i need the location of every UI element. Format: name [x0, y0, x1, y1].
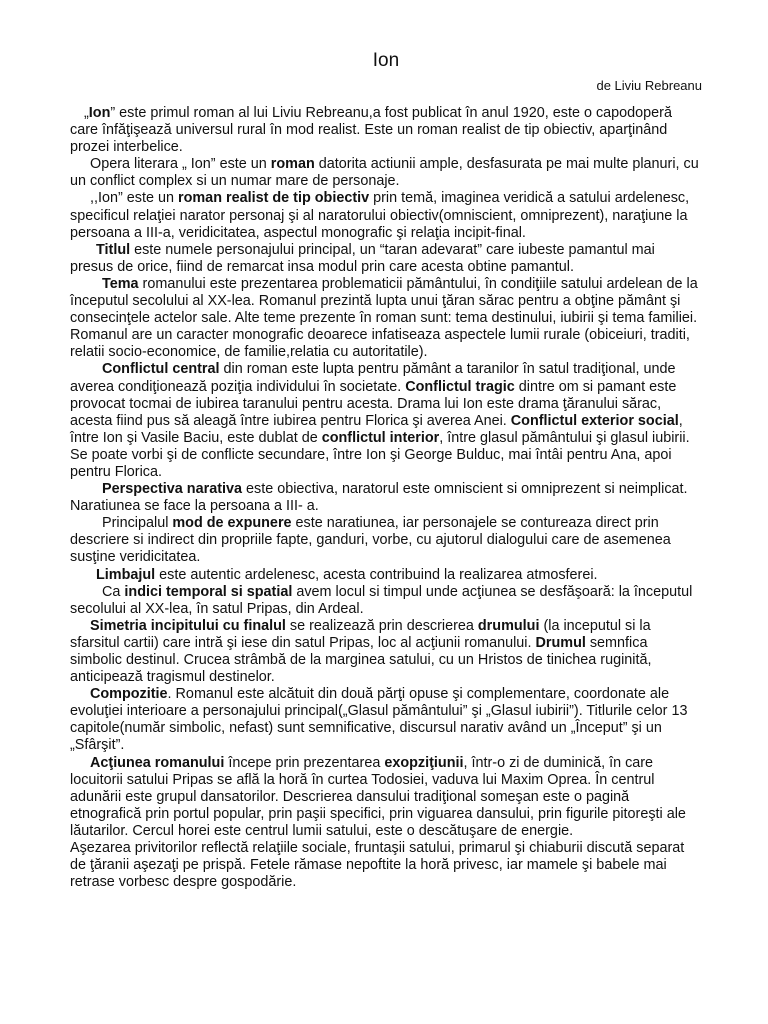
paragraph [70, 105, 702, 156]
bold-term: roman realist de tip obiectiv [178, 190, 370, 207]
paragraph [70, 584, 702, 618]
text-run: începe prin prezentarea [224, 754, 385, 771]
bold-term: Conflictul tragic [405, 378, 515, 395]
text-run: dintre om si pamant este provocat tocmai de iubirea taranului pentru acesta. Drama lui Ion este drama ţăranului sărac, acesta fiind pus să aleagă între iubirea pentru Florica şi averea Anei. [70, 378, 677, 429]
paragraph [70, 276, 702, 361]
text-run: este autentic ardelenesc, acesta contribuind la realizarea atmosferei. [155, 566, 598, 583]
paragraph [70, 361, 702, 481]
bold-term: indici temporal si spatial [124, 583, 293, 600]
paragraph [70, 481, 702, 515]
bold-term: drumului [477, 617, 540, 634]
text-run: romanului este prezentarea problematicii pământului, în condiţiile satului ardelean de la începutul secolului al XX-lea. Romanul prezintă lupta unui ţăran sărac pentru a obţine pământ şi consecinţele actelor sale. Alte teme prezente în roman sunt: tema destinului, iubirii şi tema familiei. Romanul are un caracter monografic deoarece infatiseaza aspectele lumii rurale (obiceiuri, traditi, relatii socio-economice, de familie,relatia cu autoritatile). [70, 275, 698, 361]
bold-term: Conflictul central [102, 361, 220, 378]
text-run: , între glasul pământului şi glasul iubirii. Se poate vorbi şi de conflicte secundare, între Ion şi George Bulduc, mai întâi pentru Ana, apoi pentru Florica. [70, 429, 690, 480]
text-run: , între Ion şi Vasile Baciu, este dublat de [70, 412, 683, 446]
text-run: , într-o zi de duminică, în care locuitorii satului Pripas se află la horă în curtea Todosiei, vaduva lui Maxim Oprea. În centrul adunării este grupul dansatorilor. Descrierea dansului tradiţional someşan este o pagină etnografică prin portul popular, prin paşii specifici, prin viguarea dansului, prin figurile pitoreşti ale lăutarilor. Cercul horei este centrul lumii satului, este o descătuşare de energie. [70, 754, 686, 839]
paragraph [70, 156, 702, 190]
bold-term: mod de expunere [172, 515, 292, 532]
text-run: „ [84, 105, 89, 121]
paragraph [70, 686, 702, 754]
paragraph [70, 567, 702, 584]
text-run: este numele personajului principal, un “taran adevarat” care iubeste pamantul mai presus de orice, fiind de remarcat insa modul prin care acesta obtine pamantul. [70, 241, 655, 275]
text-run: este naratiunea, iar personajele se contureaza direct prin descriere si indirect din propriile fapte, ganduri, vorbe, cu ajutorul dialogului care de asemenea susţine veridicitatea. [70, 515, 671, 566]
text-run: prin temă, imaginea veridică a satului ardelenesc, specificul relaţiei narator personaj şi al naratorului obiectiv(omniscient, omniprezent), naraţiune la persoana a III-a, veridicitatea, aspectul monografic şi relaţia incipit-final. [70, 190, 690, 241]
bold-term: Perspectiva narativa [102, 481, 242, 498]
bold-term: Titlul [96, 241, 131, 258]
bold-term: Conflictul exterior social [510, 412, 679, 429]
bold-term: Limbajul [96, 566, 156, 583]
paragraph [70, 242, 702, 276]
text-run: datorita actiunii ample, desfasurata pe mai multe planuri, cu un conflict complex si un numar mare de personaje. [70, 156, 699, 190]
text-run: Principalul [102, 515, 173, 532]
text-run: se realizează prin descrierea [285, 617, 478, 634]
text-run: (la inceputul si la sfarsitul cartii) care intră şi iese din satul Pripas, loc al acţiunii romanului. [70, 617, 651, 651]
paragraph [70, 618, 702, 686]
bold-term: Compozitie [90, 686, 168, 703]
bold-term: Drumul [535, 634, 586, 651]
bold-term: Tema [102, 275, 139, 292]
document-author: de Liviu Rebreanu [596, 78, 702, 93]
text-run: . Romanul este alcătuit din două părţi opuse şi complementare, coordonate ale evoluţiei interioare a personajului principal(„Glasul pământului” şi „Glasul iubirii”). Titlurile celor 13 capitole(număr simbolic, nefast) sunt semnificative, discursul narativ având un „Început” şi un „Sfârşit”. [70, 686, 688, 754]
bold-term: exopziţiunii [384, 754, 464, 771]
paragraph [70, 190, 702, 241]
text-run: ” este primul roman al lui Liviu Rebreanu,a fost publicat în anul 1920, este o capodoperă care înfăţişează universul rural în mod realist. Este un roman realist de tip obiectiv, aparţinând prozei interbelice. [70, 105, 672, 156]
text-run: este obiectiva, naratorul este omniscient si omniprezent si neimplicat. Naratiunea se face la persoana a III- a. [70, 481, 688, 515]
bold-term: Simetria incipitului cu finalul [90, 617, 286, 634]
document-body [70, 105, 702, 891]
text-run: semnfica simbolic destinul. Crucea strâmbă de la marginea satului, cu un Hristos de tinichea ruginită, anticipează tragismul destinelor. [70, 634, 652, 686]
bold-term: conflictul interior [321, 429, 440, 446]
paragraph [70, 515, 702, 566]
document-title: Ion [372, 50, 400, 71]
paragraph [70, 840, 702, 891]
paragraph [70, 755, 702, 840]
document-page [70, 50, 702, 891]
text-run: Opera literara „ Ion” este un [90, 156, 271, 173]
bold-term: Acţiunea romanului [90, 754, 225, 771]
text-run: din roman este lupta pentru pământ a taranilor în satul tradiţional, unde averea condiţionează poziţia individului în societate. [70, 361, 676, 395]
text-run: Ca [102, 583, 125, 600]
text-run: avem locul si timpul unde acţiunea se desfăşoară: la începutul secolului al XX-lea, în satul Pripas, din Ardeal. [70, 583, 693, 617]
bold-term: Ion [88, 105, 111, 121]
text-run: ,,Ion” este un [90, 190, 178, 207]
bold-term: roman [270, 156, 315, 173]
text-run: Aşezarea privitorilor reflectă relaţiile sociale, fruntaşii satului, primarul şi chiaburii discută separat de ţăranii aşezaţi pe prispă. Fetele rămase nepoftite la horă privesc, iar mamele şi babele mai retrase vorbesc despre gospodărie. [70, 840, 685, 891]
